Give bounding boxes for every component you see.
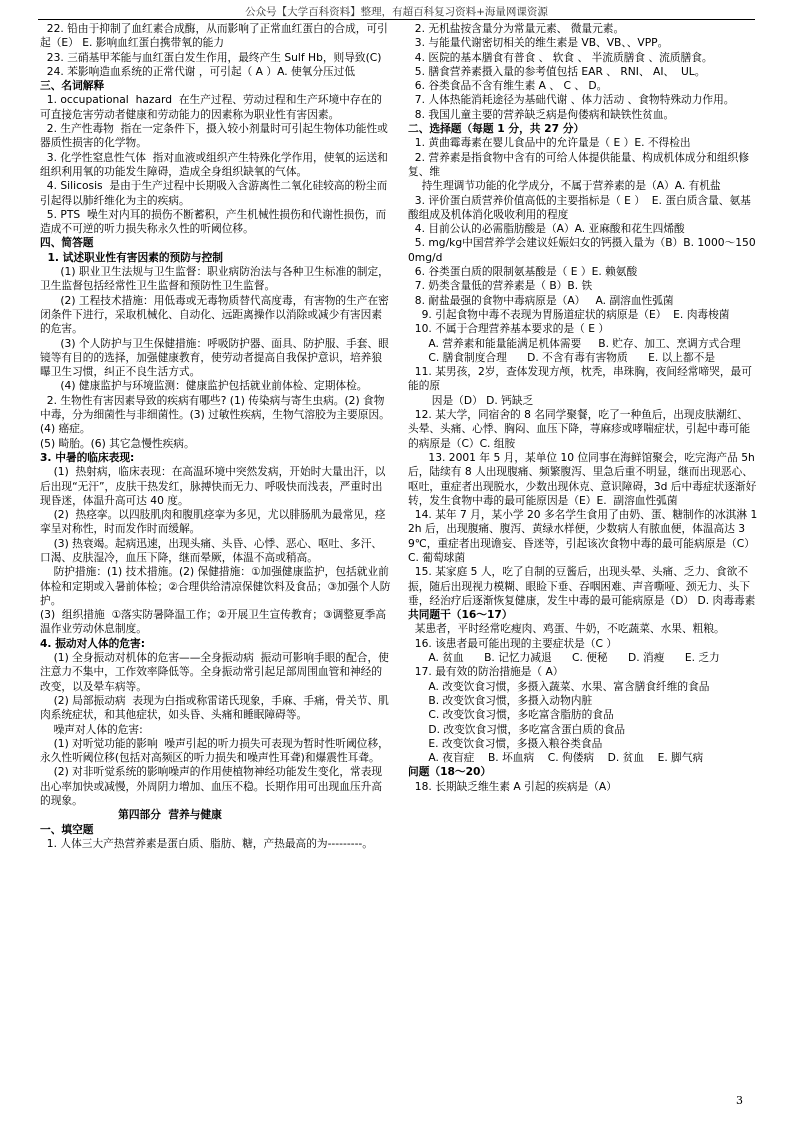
text-line: (3) 个人防护与卫生保健措施：呼吸防护器、面具、防护服、手套、眼镜等有目的的选择，加强健康教育，使劳动者提高自我保护意识，培养狼曝卫生习惯，纠正不良生活方式。 <box>40 336 389 379</box>
right-column <box>408 22 762 794</box>
section-heading: 1. 试述职业性有害因素的预防与控制 <box>40 250 223 264</box>
page-number: 3 <box>736 1094 743 1107</box>
text-line: 18. 长期缺乏维生素 A 引起的疾病是（A） <box>408 779 617 793</box>
text-line: 4. 目前公认的必需脂肪酸是（A）A. 亚麻酸和花生四烯酸 <box>408 222 685 236</box>
text-line: A. 改变饮食习惯，多摄入蔬菜、水果、富含膳食纤维的食品 <box>408 679 710 693</box>
text-line: 2. 无机盐按含量分为常量元素、 微量元素。 <box>408 22 625 35</box>
text-line: 5. mg/kg中国营养学会建议妊娠妇女的钙摄入量为（B）B. 1000～1500mg/d <box>408 236 756 264</box>
text-line: 2. 生物性有害因素导致的疾病有哪些? (1) 传染病与寄生虫病。(2) 食物中毒，分为细菌性与非细菌性。(3) 过敏性疾病，生物气溶胶为主要原因。(4) 癌症。 <box>40 393 390 436</box>
text-line: 15. 某家庭 5 人，吃了自制的豆酱后，出现头晕、头痛、乏力、食欲不振，随后出现视力模糊、眼睑下垂、吞咽困难、声音嘶哑、颈无力、头下垂，经治疗后逐渐恢复健康，发生中毒的最可能病原是（D） D. 肉毒毒素 <box>408 565 756 607</box>
text-line: (2) 热痉挛。以四肢肌肉和腹肌痉挛为多见，尤以腓肠肌为最常见，痉挛呈对称性，时而发作时而缓解。 <box>40 508 386 536</box>
text-line: 持生理调节功能的化学成分，不属于营养素的是（A）A. 有机盐 <box>408 179 721 193</box>
text-line: 4. Silicosis 是由于生产过程中长期吸入含游离性二氧化硅较高的粉尘而引起得以肺纤维化为主的疾病。 <box>40 179 388 207</box>
section-heading: 二、选择题（每题 1 分，共 27 分） <box>408 122 585 136</box>
text-line: A. 营养素和能量能满足机体需要 B. 贮存、加工、烹调方式合理 <box>408 336 741 350</box>
text-line: (1) 职业卫生法规与卫生监督：职业病防治法与各种卫生标准的制定，卫生监督包括经常性卫生监督和预防性卫生监督。 <box>40 265 389 293</box>
text-line: 5. 膳食营养素摄入量的参考值包括 EAR 、 RNI、 AI、 UL。 <box>408 64 706 78</box>
text-line: B. 改变饮食习惯，多摄入动物内脏 <box>408 693 593 707</box>
text-line: (3) 组织措施 ①落实防暑降温工作；②开展卫生宣传教育；③调整夏季高温作业劳动休息制度。 <box>40 608 387 636</box>
text-line: 1. 黄曲霉毒素在婴儿食品中的允许量是（ E ）E. 不得检出 <box>408 136 691 150</box>
text-line: (1) 热射病，临床表现：在高温环境中突然发病，开始时大量出汗，以后出现“无汗”，皮肤干热发红，脉搏快而无力、呼吸快而浅表，严重时出现昏迷，体温升高可达 40 度。 <box>40 465 386 507</box>
text-line: 10. 不属于合理营养基本要求的是（ E ） <box>408 322 610 336</box>
text-line: 噪声对人体的危害: <box>40 722 143 736</box>
section-heading: 第四部分 营养与健康 <box>40 808 222 822</box>
text-line: 24. 苯影响造血系统的正常代谢 ，可引起（ A ）A. 使氧分压过低 <box>40 64 356 78</box>
section-heading: 3. 中暑的临床表现: <box>40 450 135 464</box>
text-line: 3. 评价蛋白质营养价值高低的主要指标是（ E ） E. 蛋白质含量、氨基酸组成及机体消化吸收利用的程度 <box>408 193 751 221</box>
text-line: (1) 对听觉功能的影响 噪声引起的听力损失可表现为暂时性听阈位移，永久性听阈位移(包括对高频区的听力损失和噪声性耳聋)和爆震性耳聋。 <box>40 736 389 765</box>
text-line: C. 膳食制度合理 D. 不含有毒有害物质 E. 以上都不是 <box>408 350 716 364</box>
page-header: 公众号【大学百科资料】整理，有超百科复习资料+海量网课资源 <box>245 6 548 18</box>
text-line: 9. 引起食物中毒不表现为胃肠道症状的病原是（E） E. 肉毒梭菌 <box>408 307 730 321</box>
header-divider <box>38 19 755 20</box>
text-line: 因是（D） D. 钙缺乏 <box>408 393 534 407</box>
section-heading: 4. 振动对人体的危害: <box>40 636 145 650</box>
text-line: (5) 畸胎。(6) 其它急慢性疾病。 <box>40 436 195 450</box>
text-line: 1. 人体三大产热营养素是蛋白质、脂肪、糖，产热最高的为---------。 <box>40 836 373 850</box>
text-line: 12. 某大学，同宿舍的 8 名同学聚餐，吃了一种鱼后，出现皮肤潮红、头晕、头痛、心悸、胸闷、血压下降，荨麻疹或哮喘症状，引起中毒可能的病原是（C）C. 组胺 <box>408 408 751 450</box>
text-line: 22. 铅由于抑制了血红素合成酶，从而影响了正常血红蛋白的合成，可引起（E） E. 影响血红蛋白携带氧的能力 <box>40 22 388 50</box>
text-line: 23. 三硝基甲苯能与血红蛋白发生作用，最终产生 Sulf Hb，则导致(C) <box>40 50 382 64</box>
text-line: 3. 化学性窒息性气体 指对血液或组织产生特殊化学作用，使氧的运送和组织利用氧的功能发生障碍，造成全身组织缺氧的气体。 <box>40 150 388 178</box>
text-line: 7. 奶类含量低的营养素是（ B）B. 铁 <box>408 279 593 293</box>
text-line: 8. 耐盐最强的食物中毒病原是（A） A. 副溶血性弧菌 <box>408 293 674 307</box>
section-heading: 共同题干（16～17） <box>408 608 513 622</box>
text-line: 1. occupational hazard 在生产过程、劳动过程和生产环境中存在的可直接危害劳动者健康和劳动能力的因素称为职业性有害因素。 <box>40 93 382 121</box>
text-line: (2) 工程技术措施：用低毒或无毒物质替代高度毒，有害物的生产在密闭条件下进行，采取机械化、自动化、远距离操作以消除或减少有害因素的危害。 <box>40 293 389 336</box>
text-line: 8. 我国儿童主要的营养缺乏病是佝偻病和缺铁性贫血。 <box>408 107 675 121</box>
text-line: (3) 热衰竭。起病迅速，出现头痛、头昏、心悸、恶心、呕吐、多汗、口渴、皮肤湿冷，血压下降，继而晕厥，体温不高或稍高。 <box>40 536 383 564</box>
text-line: 5. PTS 噪生对内耳的损伤不断蓄积，产生机械性损伤和代谢性损伤，而造成不可逆的听力损失称永久性的听阈位移。 <box>40 207 387 236</box>
text-line: 3. 与能量代谢密切相关的维生素是 VB、VB、、VPP。 <box>408 36 669 50</box>
left-column <box>40 22 392 851</box>
section-heading: 问题（18～20） <box>408 765 492 779</box>
text-line: (2) 局部振动病 表现为白指或称雷诺氏现象，手麻、手痛，骨关节、肌肉系统症状，和其他症状，如头昏、头痛和睡眠障碍等。 <box>40 693 389 722</box>
text-line: (4) 健康监护与环境监测：健康监护包括就业前体检、定期体检。 <box>40 379 368 393</box>
text-line: 防护措施：(1) 技术措施。(2) 保健措施：①加强健康监护，包括就业前体检和定期或入暑前体检；②合理供给清凉保健饮料及食品；③加强个人防护。 <box>40 565 391 607</box>
text-line: 某患者，平时经常吃瘦肉、鸡蛋、牛奶，不吃蔬菜、水果、粗粮。 <box>408 622 725 636</box>
text-line: E. 改变饮食习惯，多摄入粮谷类食品 <box>408 736 603 750</box>
text-line: 2. 生产性毒物 指在一定条件下，摄入较小剂量时可引起生物体功能性或器质性损害的化学物。 <box>40 122 388 150</box>
text-line: 6. 谷类食品不含有维生素 A 、 C 、 D。 <box>408 79 608 93</box>
section-heading: 四、简答题 <box>40 236 94 250</box>
text-line: 7. 人体热能消耗途径为基础代谢 、体力活动 、食物特殊动力作用。 <box>408 93 735 107</box>
text-line: 4. 医院的基本膳食有普食 、 软食 、 半流质膳食 、流质膳食。 <box>408 50 713 64</box>
section-heading: 三、名词解释 <box>40 79 105 93</box>
text-line: 2. 营养素是指食物中含有的可给人体提供能量、构成机体成分和组织修复、维 <box>408 150 750 178</box>
text-line: C. 改变饮食习惯，多吃富含脂肪的食品 <box>408 708 614 722</box>
text-line: 11. 某男孩，2岁，查体发现方颅，枕秃，串珠胸，夜间经常啼哭，最可能的原 <box>408 365 752 393</box>
text-line: D. 改变饮食习惯，多吃富含蛋白质的食品 <box>408 722 626 736</box>
text-line: 16. 该患者最可能出现的主要症状是（C ） <box>408 636 618 650</box>
text-line: A. 贫血 B. 记忆力减退 C. 便秘 D. 消瘦 E. 乏力 <box>408 651 720 665</box>
text-line: 17. 最有效的防治措施是（ A） <box>408 665 564 679</box>
text-line: (1) 全身振动对机体的危害——全身振动病 振动可影响手眼的配合，使注意力不集中，工作效率降低等。全身振动常引起足部周围血管和神经的改变，以及晕车病等。 <box>40 651 389 693</box>
text-line: A. 夜盲症 B. 坏血病 C. 佝偻病 D. 贫血 E. 脚气病 <box>408 751 704 765</box>
text-line: (2) 对非听觉系统的影响噪声的作用使植物神经功能发生变化，常表现出心率加快或减慢，外周阴力增加、血压不稳。长期作用可出现血压升高的现象。 <box>40 765 383 808</box>
text-line: 6. 谷类蛋白质的限制氨基酸是（ E ）E. 赖氨酸 <box>408 265 638 279</box>
text-line: 14. 某年 7 月，某小学 20 多名学生食用了由奶、蛋、糖制作的冰淇淋 12h 后，出现腹痛、腹泻、黄绿水样便，少数病人有脓血便，体温高达 39℃，重症者出现谵妄、昏迷等，引起该次食物中毒的最可能病原是（C） C. 葡萄球菌 <box>408 508 762 564</box>
section-heading: 一、填空题 <box>40 822 94 836</box>
text-line: 13. 2001 年 5 月，某单位 10 位同事在海鲜馆聚会，吃完海产品 5h 后，陆续有 8 人出现腹痛、频繁腹泻、里急后重不明显，继而出现恶心、呕吐，重症者出现脱水，少数出现休克、意识障碍，3d 后中毒症状逐渐好转，发生食物中毒的最可能原因是（E）E. 副溶血性弧菌 <box>408 450 759 507</box>
